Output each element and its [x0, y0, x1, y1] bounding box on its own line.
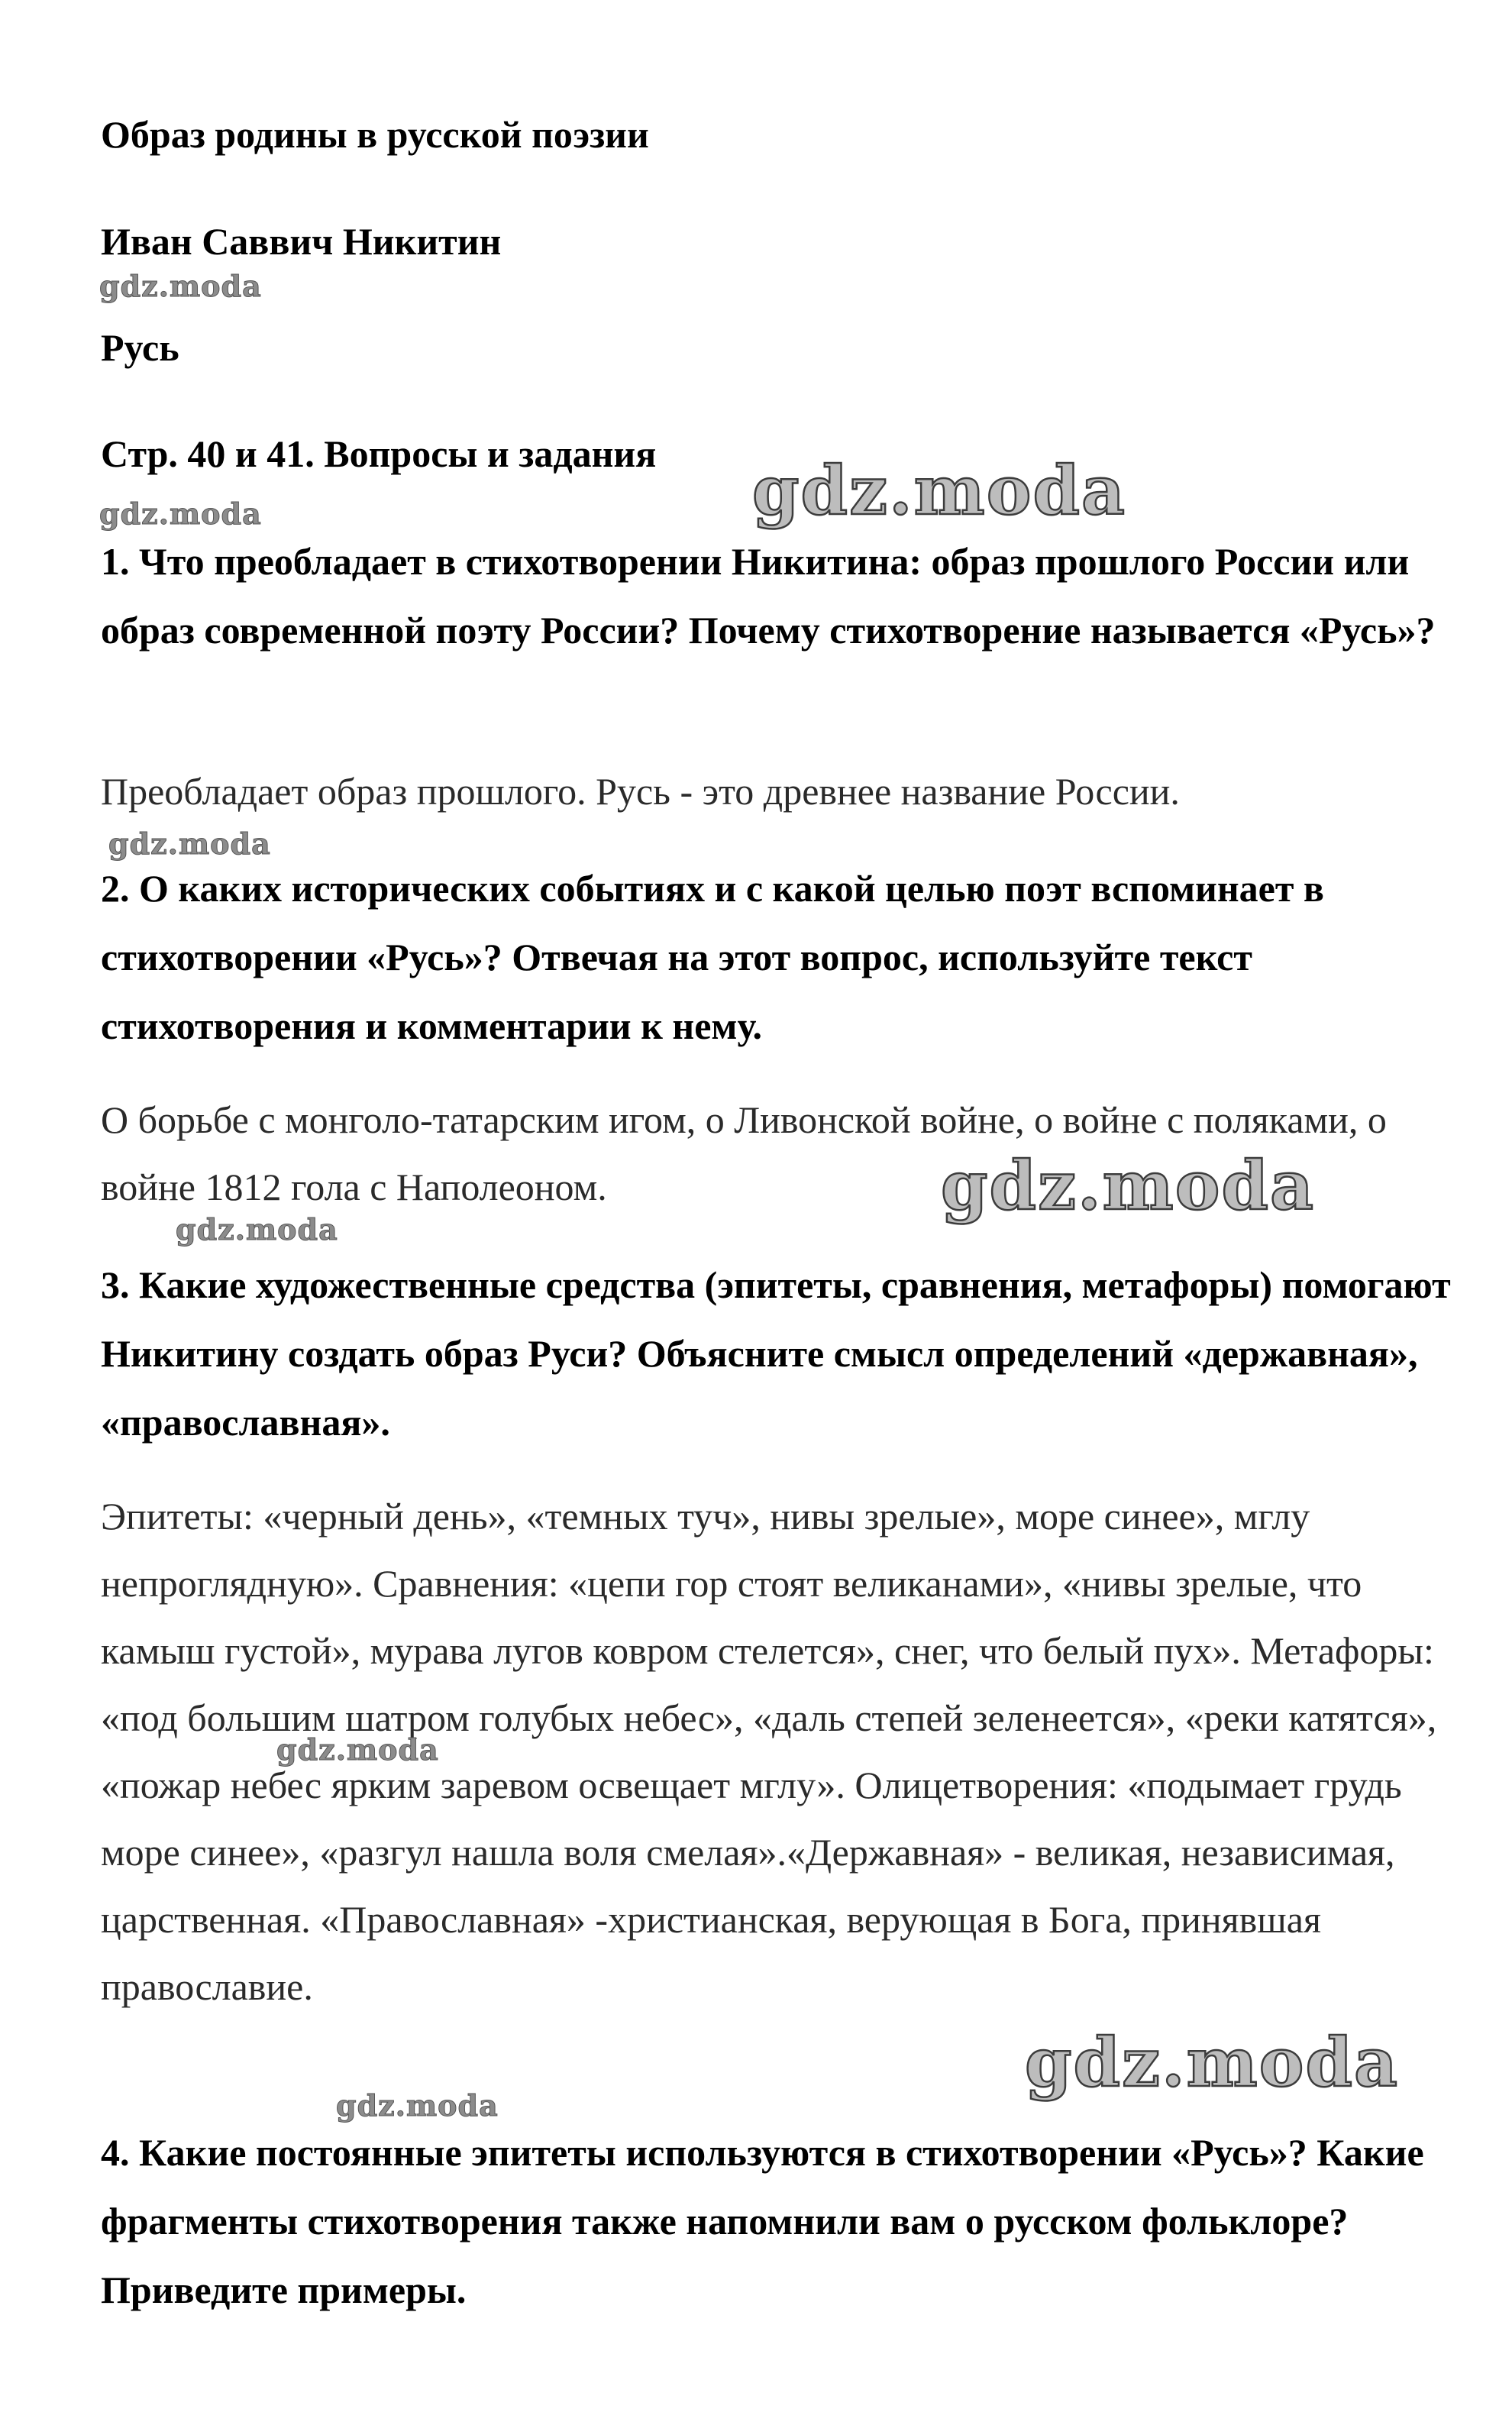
watermark-logo: gdz.moda: [941, 1146, 1316, 1225]
question-4: 4. Какие постоянные эпитеты используются в стихотворении «Русь»? Какие фрагменты стихотворения также напомнили вам о русском фольклоре? Приведите примеры.: [101, 2131, 1424, 2311]
question-1: 1. Что преобладает в стихотворении Никитина: образ прошлого России или образ современной поэту России? Почему стихотворение называется «Русь»?: [101, 540, 1436, 652]
section-title: Образ родины в русской поэзии: [101, 113, 649, 156]
question-3: 3. Какие художественные средства (эпитеты, сравнения, метафоры) помогают Никитину создать образ Руси? Объясните смысл определений «державная», «православная».: [101, 1263, 1451, 1444]
watermark-logo: gdz.moda: [336, 2088, 499, 2123]
assignment-heading: Стр. 40 и 41. Вопросы и задания: [101, 432, 657, 475]
watermark-logo: gdz.moda: [99, 269, 262, 303]
watermark-logo: gdz.moda: [1025, 2023, 1400, 2102]
answer-2: О борьбе с монголо-татарским игом, о Ливонской войне, о войне с поляками, о войне 1812 гола с Наполеоном.: [101, 1098, 1387, 1208]
question-2: 2. О каких исторических событиях и с какой целью поэт вспоминает в стихотворении «Русь»? Отвечая на этот вопрос, используйте текст стихотворения и комментарии к нему.: [101, 867, 1324, 1047]
watermark-logo: gdz.moda: [176, 1212, 338, 1247]
watermark-logo: gdz.moda: [108, 826, 271, 861]
answer-3: Эпитеты: «черный день», «темных туч», нивы зрелые», море синее», мглу непроглядную». Сравнения: «цепи гор стоят великанами», «нивы зрелые, что камыш густой», мурава лугов ковром стелется», снег, что белый пух». Метафоры: «под большим шатром голубых небес», «даль степей зеленеется», «реки катятся», «пожар небес ярким заревом освещает мглу». Олицетворения: «подымает грудь море синее», «разгул нашла воля смелая».«Державная» - великая, независимая, царственная. «Православная» -христианская, верующая в Бога, принявшая православие.: [101, 1495, 1437, 2008]
watermark-logo: gdz.moda: [752, 451, 1127, 530]
answer-1: Преобладает образ прошлого. Русь - это древнее название России.: [101, 770, 1180, 813]
watermark-logo: gdz.moda: [99, 496, 262, 531]
poem-title: Русь: [101, 326, 179, 369]
author-name: Иван Саввич Никитин: [101, 220, 502, 263]
watermark-logo: gdz.moda: [276, 1732, 439, 1767]
